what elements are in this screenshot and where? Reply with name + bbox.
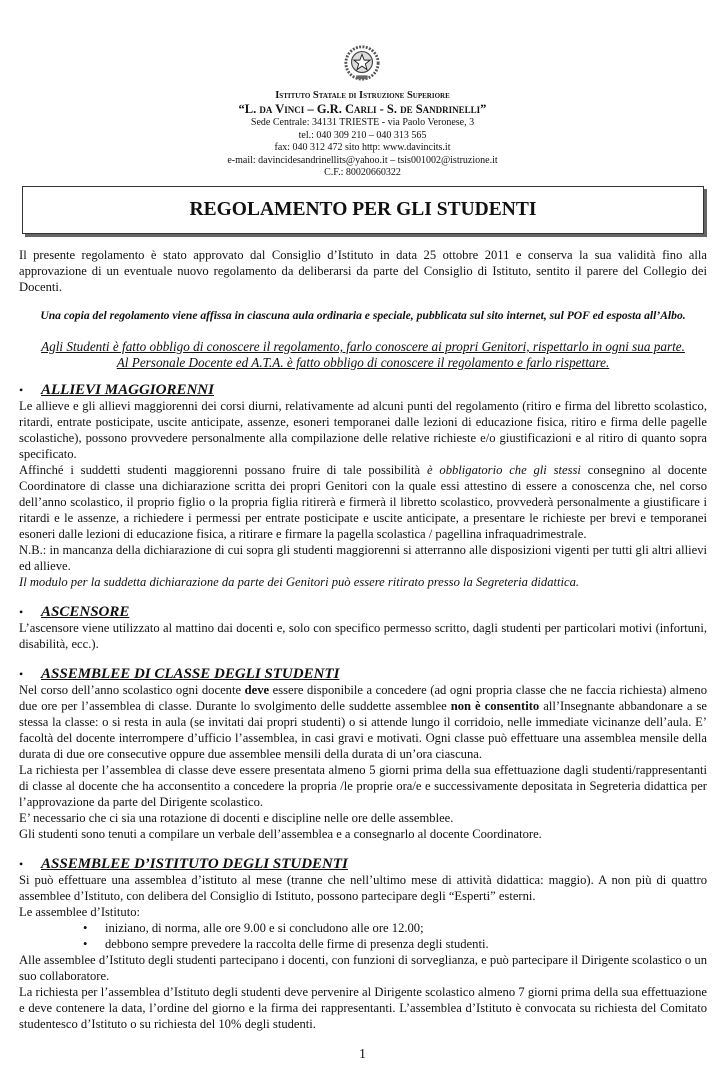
section-heading <box>19 604 707 620</box>
bullet-icon: • <box>19 667 24 681</box>
document-body <box>19 247 707 1032</box>
institute-address: Sede Centrale: 34131 TRIESTE - via Paolo Veronese, 3 <box>250 117 475 129</box>
institute-tel: tel.: 040 309 210 – 040 313 565 <box>298 129 427 141</box>
list-item-text: iniziano, di norma, alle ore 9.00 e si concludono alle ore 12.00; <box>105 921 424 935</box>
section-title: ALLIEVI MAGGIORENNI <box>41 382 214 398</box>
text-run: all’Insegnante abbandonare a se stessa la classe: o si resta in aula (se invitati dai propri studenti) o si attende lungo il corridoio, nelle immediate vicinanze dell’aula. E’ facoltà del docente interrompere d’ufficio l’assemblea, in casi gravi e motivati. Ogni classe può effettuare una assemblea mensile della durata di due ore consecutive oppure due assemblee mensili della durata di un’ora ciascuna. <box>19 699 707 761</box>
page-number: 1 <box>359 1047 366 1062</box>
section-paragraph: La richiesta per l’assemblea d’Istituto degli studenti deve pervenire al Dirigente scolastico almeno 7 giorni prima della sua effettuazione e deve contenere la data, l’ordine del giorno e la firma dei rappresentanti. L’assemblea d’Istituto è convocata su richiesta del Comitato studentesco d’Istituto o su richiesta del 10% degli studenti. <box>19 985 707 1031</box>
text-run: consegnino al docente Coordinatore di classe una dichiarazione scritta dei propri Genitori con la quale essi attestino di essere a conoscenza che, nel corso dell’anno scolastico, il proprio figlio o la propria figlia ritirerà e firmerà il libretto scolastico, provvederà personalmente a giustificare i ritardi e le assenze, a richiedere i permessi per entrate posticipate e uscite anticipate, a presentare le richieste per brevi e temporanei esoneri dalle lezioni di educazione fisica, a ritirare e firmare la pagella scolastica / pagellina infraquadrimestrale. <box>19 463 708 541</box>
section-paragraph: L’ascensore viene utilizzato al mattino dai docenti e, solo con specifico permesso scritto, dagli studenti per particolari motivi (infortuni, disabilità, ecc.). <box>19 621 707 651</box>
section-paragraph: Alle assemblee d’Istituto degli studenti partecipano i docenti, con funzioni di sorveglianza, e può partecipare il Dirigente scolastico o un suo collaboratore. <box>19 953 707 983</box>
obligation-students: Agli Studenti è fatto obbligo di conoscere il regolamento, farlo conoscere ai propri Genitori, rispettarlo in ogni sua parte. <box>41 339 685 354</box>
list-item <box>83 920 707 936</box>
section-paragraph: Le allieve e gli allievi maggiorenni dei corsi diurni, relativamente ad alcuni punti del regolamento (ritiro e firma del libretto scolastico, ritardi, entrate posticipate, uscite anticipate, assenze, esoneri temporanei dalle lezioni di educazione fisica, ritiro e firma delle pagelle scolastiche), possono provvedere personalmente alla compilazione delle relative richieste e/o giustificazioni e al ritiro di quanto sopra specificato. <box>19 399 707 461</box>
list-item-text: debbono sempre prevedere la raccolta delle firme di presenza degli studenti. <box>105 937 489 951</box>
text-run: Nel corso dell’anno scolastico ogni docente <box>19 683 245 697</box>
institute-names: “L. da Vinci – G.R. Carli - S. de Sandrinelli” <box>238 102 487 117</box>
institute-email: e-mail: davincidesandrinellits@yahoo.it – tsis001002@istruzione.it <box>227 154 498 166</box>
section-paragraph: Gli studenti sono tenuti a compilare un verbale dell’assemblea e a consegnarlo al docente Coordinatore. <box>19 827 542 841</box>
institute-header <box>0 90 725 179</box>
section-paragraph: N.B.: in mancanza della dichiarazione di cui sopra gli studenti maggiorenni si atterranno alle disposizioni vigenti per tutti gli altri allievi ed allieve. <box>19 543 707 573</box>
italian-republic-emblem-icon <box>343 44 381 82</box>
institute-cf: C.F.: 80020660322 <box>324 167 401 179</box>
section-paragraph: Le assemblee d’Istituto: <box>19 905 141 919</box>
institute-fax: fax: 040 312 472 sito http: www.davincits.it <box>274 142 451 154</box>
page-title: REGOLAMENTO PER GLI STUDENTI <box>189 199 537 220</box>
institute-type: Istituto Statale di Istruzione Superiore <box>275 90 450 101</box>
bullet-icon: • <box>19 605 24 619</box>
section-paragraph <box>19 682 707 762</box>
section-title: ASSEMBLEE D’ISTITUTO DEGLI STUDENTI <box>41 856 348 872</box>
intro-paragraph: Il presente regolamento è stato approvato dal Consiglio d’Istituto in data 25 ottobre 2011 e conserva la sua validità fino alla approvazione di un eventuale nuovo regolamento da deliberarsi da parte del Consiglio di Istituto, sentito il parere del Collegio dei Docenti. <box>19 248 707 294</box>
obligation-staff: Al Personale Docente ed A.T.A. è fatto obbligo di conoscere il regolamento e farlo rispettare. <box>116 354 610 370</box>
section-heading <box>19 382 707 398</box>
section-paragraph: La richiesta per l’assemblea di classe deve essere presentata almeno 5 giorni prima della sua effettuazione dagli studenti/rappresentanti di classe al docente che ha acconsentito a concedere la propria /le proprie ora/e e successivamente depositata in Segreteria didattica per l’approvazione da parte del Dirigente scolastico. <box>19 763 707 809</box>
bullet-icon: • <box>19 857 24 871</box>
title-box <box>22 186 704 234</box>
section-title: ASSEMBLEE DI CLASSE DEGLI STUDENTI <box>41 666 340 682</box>
section-paragraph: Si può effettuare una assemblea d’istituto al mese (tranne che nell’ultimo mese di attività didattica: maggio). A non più di quattro assemblee d’Istituto, con delibera del Consiglio di Istituto, possono partecipare degli “Esperti” esterni. <box>19 873 707 903</box>
section-note: Il modulo per la suddetta dichiarazione da parte dei Genitori può essere ritirato presso la Segreteria didattica. <box>19 575 580 589</box>
bold-text: non è consentito <box>450 699 540 713</box>
text-run: essere disponibile a concedere (ad ogni propria classe che ne faccia richiesta) almeno due ore per l’assemblea di classe. Durante lo svolgimento delle suddette assemblee <box>19 683 708 713</box>
bold-text: deve <box>244 683 270 697</box>
bullet-icon: • <box>83 921 88 935</box>
section-heading <box>19 666 707 682</box>
section-title: ASCENSORE <box>41 604 130 620</box>
section-paragraph <box>19 462 707 542</box>
notice-paragraph: Una copia del regolamento viene affissa in ciascuna aula ordinaria e speciale, pubblicata sul sito internet, sul POF ed esposta all’Albo. <box>40 309 686 322</box>
text-run: Affinché i suddetti studenti maggiorenni possano fruire di tale possibilità <box>19 463 427 477</box>
italic-text: è obbligatorio che gli stessi <box>426 463 581 477</box>
bullet-icon: • <box>83 937 88 951</box>
list-item <box>83 936 707 952</box>
section-heading <box>19 856 707 872</box>
bullet-icon: • <box>19 383 24 397</box>
section-paragraph: E’ necessario che ci sia una rotazione di docenti e discipline nelle ore delle assemblee. <box>19 811 454 825</box>
